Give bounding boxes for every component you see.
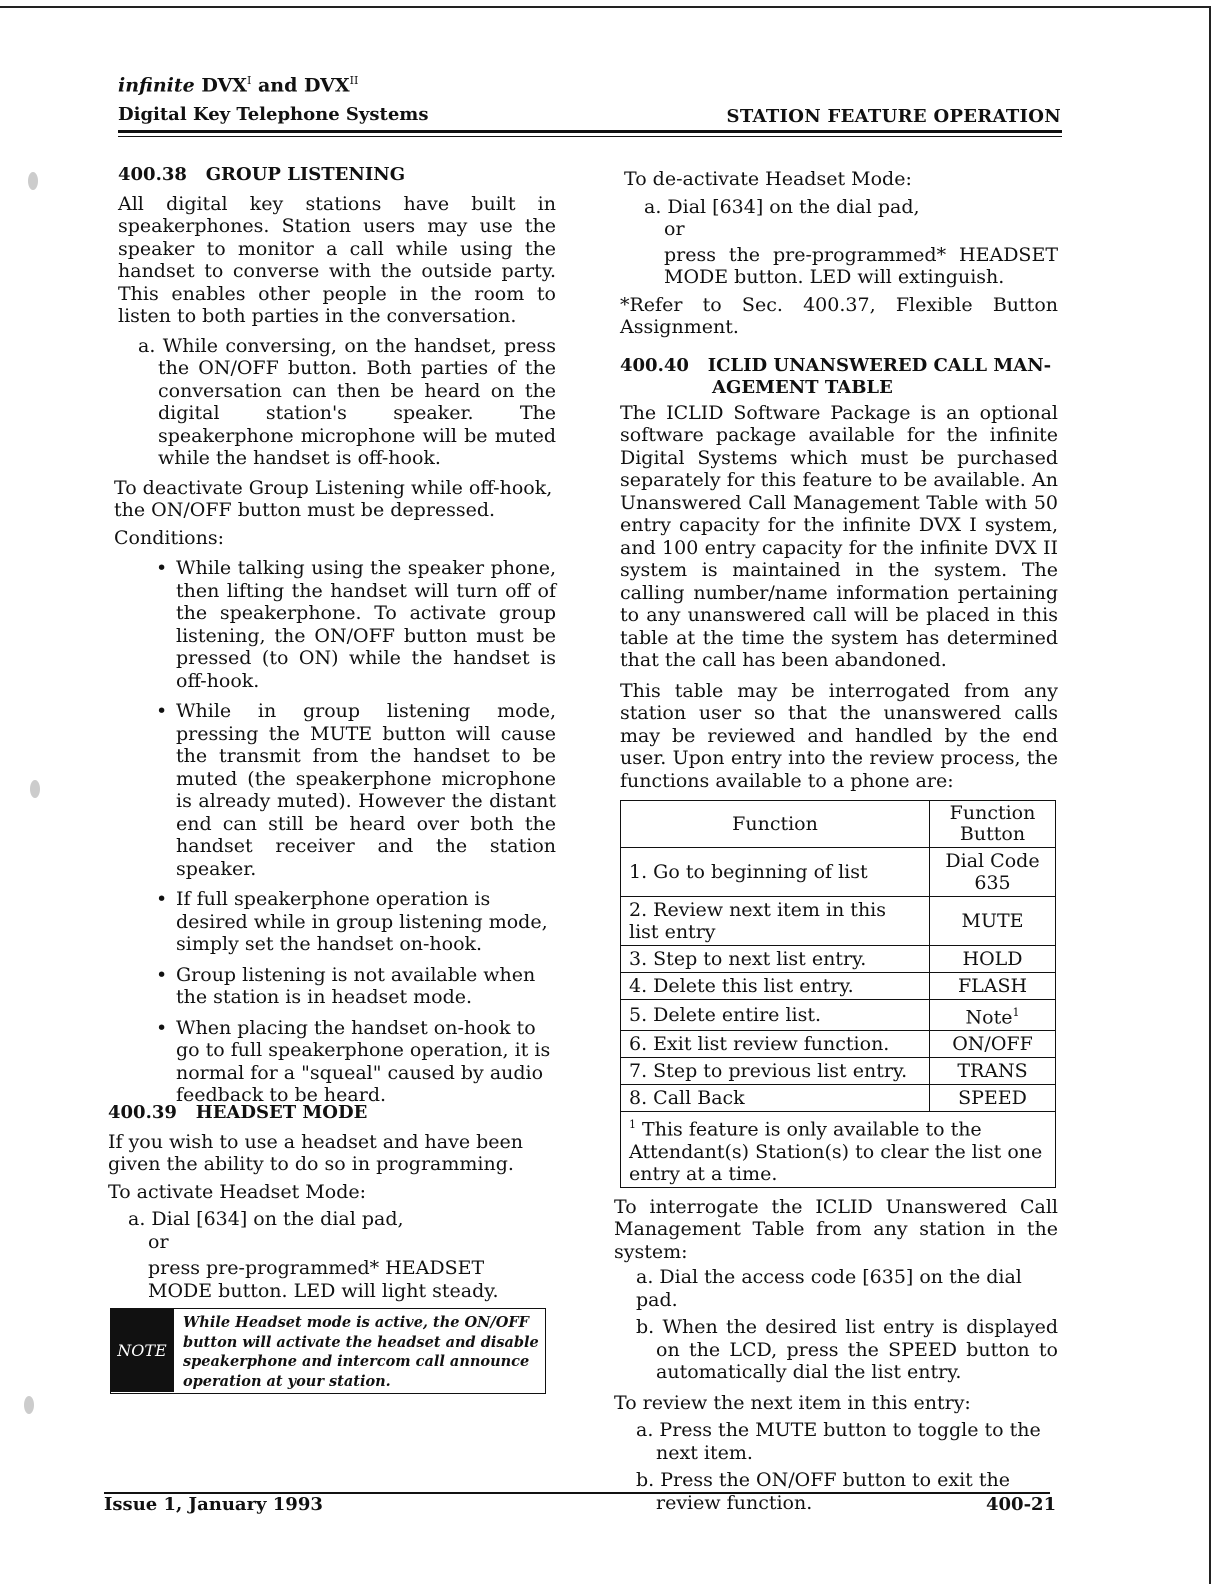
reference-note: *Refer to Sec. 400.37, Flexible Button Assignment. bbox=[620, 293, 1058, 338]
table-cell: 6. Exit list review function. bbox=[621, 1031, 930, 1058]
table-cell: ON/OFF bbox=[930, 1031, 1056, 1058]
list-item: • Group listening is not available when the station is in headset mode. bbox=[156, 964, 556, 1009]
note-label: NOTE bbox=[110, 1308, 174, 1392]
section-heading-400-39: 400.39 HEADSET MODE bbox=[108, 1102, 368, 1123]
list-item: • While talking using the speaker phone, then lifting the handset will turn off of the speakerphone. To activate group listening, the ON/OFF button must be pressed (to ON) while the handset is off-hook. bbox=[156, 557, 556, 692]
paragraph: This table may be interrogated from any station user so that the unanswered calls may be reviewed and handled by the end user. Upon entry into the review process, the functions available to a phone are: bbox=[620, 679, 1058, 792]
step-b: b. When the desired list entry is displayed on the LCD, press the SPEED button to automatically dial the list entry. bbox=[636, 1316, 1058, 1384]
table-footnote: $^1$ This feature is only available to the Attendant(s) Station(s) to clear the list one entry at a time. bbox=[621, 1112, 1056, 1187]
left-column bbox=[114, 164, 556, 1107]
paragraph: The ICLID Software Package is an optional software package available for the infinite Digital Systems which must be purchased separately for this feature to be available. An Unanswered Call Management Table with 50 entry capacity for the infinite DVX I system, and 100 entry capacity for the infinite DVX II system is maintained in the system. The calling number/name information pertaining to any unanswered call will be placed in this table at the time the system has determined that the call has been abandoned. bbox=[620, 401, 1058, 671]
conditions-label: Conditions: bbox=[114, 526, 224, 549]
or-text: or bbox=[664, 218, 685, 240]
table-footnote-row bbox=[621, 1112, 1056, 1187]
table-cell: 7. Step to previous list entry. bbox=[621, 1058, 930, 1085]
paragraph: press the pre-programmed* HEADSET MODE button. LED will extinguish. bbox=[664, 243, 1058, 288]
table-row bbox=[621, 973, 1056, 1000]
table-cell: 2. Review next item in this list entry bbox=[621, 897, 930, 946]
scan-speck bbox=[28, 172, 38, 190]
footer-issue: Issue 1, January 1993 bbox=[104, 1494, 323, 1515]
column-header: Function Button bbox=[930, 801, 1056, 848]
table-cell: 3. Step to next list entry. bbox=[621, 946, 930, 973]
table-cell: 5. Delete entire list. bbox=[621, 1000, 930, 1031]
step-a: a. While conversing, on the handset, press the ON/OFF button. Both parties of the conversation can then be heard on the digital station's speaker. The speakerphone microphone will be muted while the handset is off-hook. bbox=[138, 334, 556, 469]
table-cell: SPEED bbox=[930, 1085, 1056, 1112]
conditions-list bbox=[156, 557, 556, 1107]
table-row bbox=[621, 1058, 1056, 1085]
header-section: STATION FEATURE OPERATION bbox=[726, 106, 1061, 127]
section-heading-400-40-cont: AGEMENT TABLE bbox=[712, 377, 893, 398]
table-row bbox=[621, 946, 1056, 973]
list-item: • While in group listening mode, pressing the MUTE button will cause the transmit from the handset to be muted (the speakerphone microphone is already muted). However the distant end can still be heard over both the handset receiver and the station speaker. bbox=[156, 700, 556, 880]
page-border-top bbox=[0, 6, 1211, 8]
right-column bbox=[614, 168, 1058, 1514]
table-cell: MUTE bbox=[930, 897, 1056, 946]
brand-name: infinite bbox=[118, 74, 195, 97]
table-cell: HOLD bbox=[930, 946, 1056, 973]
table-row bbox=[621, 848, 1056, 897]
function-table bbox=[620, 800, 1056, 1188]
table-row bbox=[621, 1031, 1056, 1058]
paragraph: press pre-programmed* HEADSET MODE button. LED will light steady. bbox=[148, 1257, 499, 1302]
page-border-right bbox=[1209, 6, 1211, 1584]
table-cell: Dial Code 635 bbox=[930, 848, 1056, 897]
scan-speck bbox=[30, 780, 40, 798]
section-heading-400-38: 400.38 GROUP LISTENING bbox=[118, 164, 406, 185]
table-row bbox=[621, 1085, 1056, 1112]
paragraph: To activate Headset Mode: bbox=[108, 1180, 367, 1203]
list-item: • When placing the handset on-hook to go to full speakerphone operation, it is normal for a "squeal" caused by audio feedback to be heard. bbox=[156, 1017, 556, 1107]
table-cell: 8. Call Back bbox=[621, 1085, 930, 1112]
note-text: While Headset mode is active, the ON/OFF button will activate the headset and disable speakerphone and intercom call announce operation at your station. bbox=[183, 1314, 539, 1390]
paragraph: All digital key stations have built in speakerphones. Station users may use the speaker to monitor a call while using the handset to converse with the outside party. This enables other people in the room to listen to both parties in the conversation. bbox=[118, 192, 556, 327]
or-text: or bbox=[148, 1230, 169, 1253]
step-a: a. Dial the access code [635] on the dial pad. bbox=[636, 1266, 1022, 1311]
paragraph: If you wish to use a headset and have been given the ability to do so in programming. bbox=[108, 1130, 524, 1175]
step-a: a. Press the MUTE button to toggle to the next item. bbox=[636, 1419, 1041, 1464]
step-b: b. Press the ON/OFF button to exit the review function. bbox=[636, 1469, 1010, 1514]
header-rule bbox=[118, 130, 1062, 133]
table-header-row bbox=[621, 801, 1056, 848]
paragraph: To interrogate the ICLID Unanswered Call Management Table from any station in the system: bbox=[614, 1195, 1058, 1263]
table-cell: TRANS bbox=[930, 1058, 1056, 1085]
paragraph: To de-activate Headset Mode: bbox=[624, 168, 912, 190]
header-rule-thin bbox=[118, 136, 1062, 137]
step-a: a. Dial [634] on the dial pad, bbox=[128, 1208, 404, 1230]
table-cell: Note$^1$ bbox=[930, 1000, 1056, 1031]
paragraph: To deactivate Group Listening while off-hook, the ON/OFF button must be depressed. bbox=[114, 476, 553, 521]
header-subtitle: Digital Key Telephone Systems bbox=[118, 104, 429, 125]
left-column-lower bbox=[108, 1102, 554, 1302]
column-header: Function bbox=[621, 801, 930, 848]
table-row bbox=[621, 1000, 1056, 1031]
scan-speck bbox=[24, 1396, 34, 1414]
list-item: • If full speakerphone operation is desired while in group listening mode, simply set the handset on-hook. bbox=[156, 888, 556, 956]
table-cell: 4. Delete this list entry. bbox=[621, 973, 930, 1000]
footer-page-number: 400-21 bbox=[986, 1494, 1057, 1515]
header-title: infinite $DVX^I$ and $DVX^{II}$ bbox=[118, 74, 359, 97]
section-heading-400-40: 400.40 ICLID UNANSWERED CALL MAN- bbox=[620, 354, 1052, 376]
paragraph: To review the next item in this entry: bbox=[614, 1391, 971, 1414]
table-cell: 1. Go to beginning of list bbox=[621, 848, 930, 897]
table-cell: FLASH bbox=[930, 973, 1056, 1000]
step-a: a. Dial [634] on the dial pad, bbox=[644, 195, 920, 218]
table-row bbox=[621, 897, 1056, 946]
